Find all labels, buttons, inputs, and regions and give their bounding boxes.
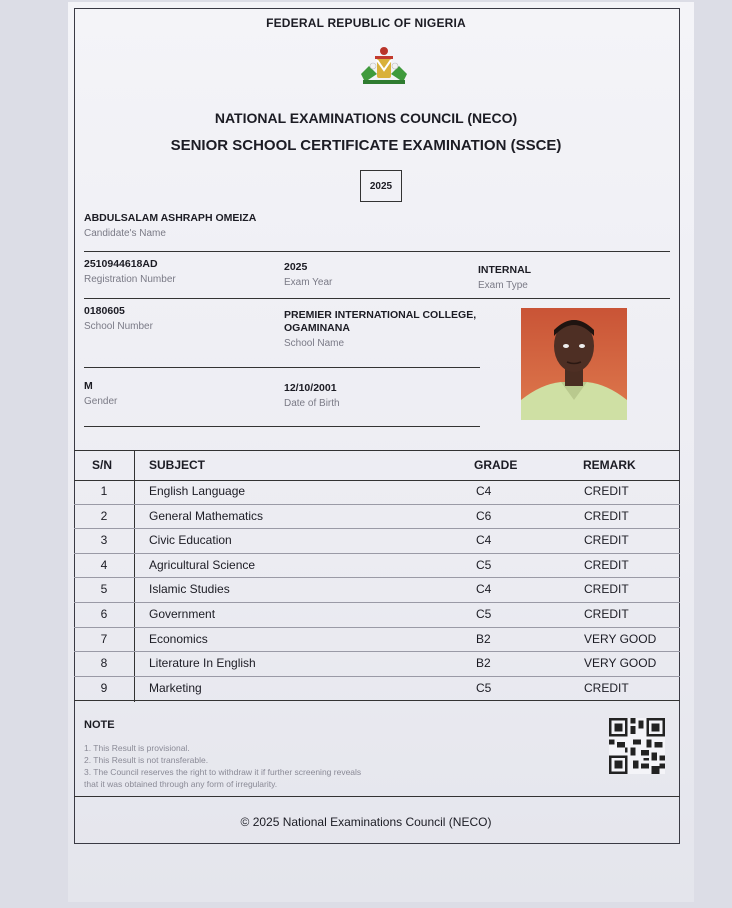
exam-year: 2025 [284, 261, 308, 273]
divider [84, 367, 480, 368]
row-subject: Economics [149, 631, 208, 646]
divider [84, 426, 480, 427]
table-row-divider [74, 651, 680, 652]
candidate-name-label: Candidate's Name [84, 228, 166, 239]
table-row-divider [74, 577, 680, 578]
note-heading: NOTE [84, 719, 115, 731]
row-sn: 6 [100, 607, 108, 621]
row-remark: CREDIT [584, 484, 629, 498]
note-item: 2. This Result is not transferable. [84, 755, 209, 765]
school-name-line1: PREMIER INTERNATIONAL COLLEGE, [284, 309, 477, 321]
results-table [74, 450, 680, 702]
row-subject: Islamic Studies [149, 582, 230, 597]
exam-title: SENIOR SCHOOL CERTIFICATE EXAMINATION (SSCE) [170, 137, 562, 154]
coat-of-arms-icon [359, 44, 409, 86]
registration-number: 2510944618AD [84, 258, 158, 270]
divider [84, 251, 670, 252]
header-grade: GRADE [474, 458, 518, 472]
row-subject: Literature In English [149, 656, 256, 671]
row-grade: B2 [476, 631, 491, 646]
divider [84, 298, 670, 299]
exam-type-label: Exam Type [478, 280, 528, 291]
table-row-divider [74, 602, 680, 603]
date-of-birth-label: Date of Birth [284, 398, 340, 409]
row-remark: CREDIT [584, 607, 629, 621]
row-sn: 1 [100, 484, 108, 498]
row-subject: Marketing [149, 680, 202, 695]
row-remark: CREDIT [584, 680, 629, 695]
council-title: NATIONAL EXAMINATIONS COUNCIL (NECO) [214, 110, 518, 126]
exam-year-label: Exam Year [284, 277, 333, 288]
row-grade: C5 [476, 680, 492, 695]
row-sn: 8 [100, 656, 108, 671]
row-subject: English Language [149, 484, 246, 498]
footer-copyright: © 2025 National Examinations Council (NECO) [240, 815, 492, 829]
row-subject: General Mathematics [149, 508, 264, 523]
row-grade: C5 [476, 607, 492, 621]
row-subject: Civic Education [149, 533, 232, 548]
row-remark: CREDIT [584, 557, 629, 572]
exam-type: INTERNAL [478, 264, 532, 276]
table-row-divider [74, 553, 680, 554]
row-grade: C4 [476, 484, 492, 498]
exam-year-box: 2025 [360, 170, 402, 202]
country-title: FEDERAL REPUBLIC OF NIGERIA [266, 16, 466, 30]
table-row-divider [74, 627, 680, 628]
header-remark: REMARK [583, 458, 636, 472]
row-remark: CREDIT [584, 533, 629, 548]
registration-number-label: Registration Number [84, 274, 176, 285]
row-sn: 9 [100, 680, 108, 695]
table-row-divider [74, 528, 680, 529]
row-subject: Agricultural Science [149, 557, 256, 572]
row-remark: CREDIT [584, 582, 629, 597]
table-column-divider [134, 450, 135, 702]
candidate-name: ABDULSALAM ASHRAPH OMEIZA [84, 212, 257, 224]
date-of-birth: 12/10/2001 [284, 382, 337, 394]
table-top-border [74, 450, 680, 451]
row-grade: C4 [476, 533, 492, 548]
table-row-divider [74, 676, 680, 677]
school-number: 0180605 [84, 305, 125, 317]
row-grade: C4 [476, 582, 492, 597]
header-sn: S/N [92, 458, 113, 472]
row-remark: VERY GOOD [584, 656, 657, 671]
table-header-border [74, 480, 680, 481]
gender-label: Gender [84, 396, 118, 407]
candidate-photo [521, 308, 627, 420]
row-sn: 2 [100, 508, 108, 523]
row-grade: B2 [476, 656, 491, 671]
header-subject: SUBJECT [149, 458, 206, 472]
school-number-label: School Number [84, 321, 153, 332]
divider [74, 796, 680, 797]
row-sn: 5 [100, 582, 108, 597]
note-item: 3. The Council reserves the right to withdraw it if further screening reveals [84, 767, 362, 777]
school-name-line2: OGAMINANA [284, 322, 350, 334]
row-remark: VERY GOOD [584, 631, 657, 646]
gender: M [84, 380, 93, 392]
table-row-divider [74, 504, 680, 505]
row-sn: 3 [100, 533, 108, 548]
row-grade: C6 [476, 508, 492, 523]
note-item: that it was obtained through any form of irregularity. [84, 779, 278, 789]
row-subject: Government [149, 607, 216, 621]
row-remark: CREDIT [584, 508, 629, 523]
note-item: 1. This Result is provisional. [84, 743, 190, 753]
school-name-label: School Name [284, 338, 345, 349]
row-grade: C5 [476, 557, 492, 572]
table-bottom-border [74, 700, 680, 701]
qr-code-icon[interactable] [609, 718, 665, 774]
row-sn: 4 [100, 557, 108, 572]
row-sn: 7 [100, 631, 108, 646]
